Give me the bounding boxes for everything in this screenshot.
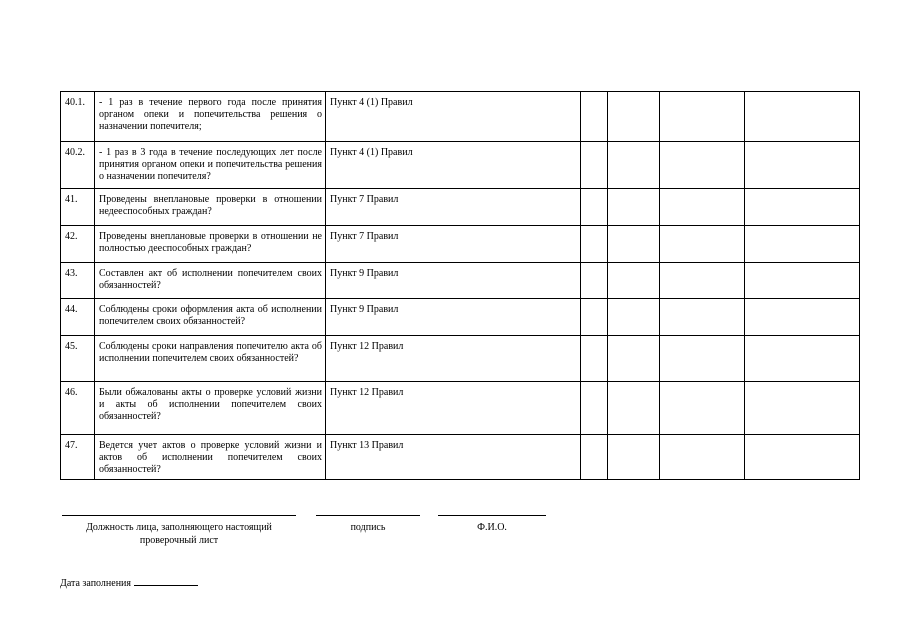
name-signature-line xyxy=(438,515,546,516)
fill-date xyxy=(60,576,198,590)
table-row xyxy=(61,435,860,480)
answer-note-cell[interactable] xyxy=(745,382,860,435)
row-reference: Пункт 12 Правил xyxy=(326,336,581,382)
answer-yes-cell[interactable] xyxy=(581,435,608,480)
answer-na-cell[interactable] xyxy=(660,189,745,226)
answer-no-cell[interactable] xyxy=(608,435,660,480)
answer-na-cell[interactable] xyxy=(660,263,745,299)
answer-na-cell[interactable] xyxy=(660,226,745,263)
row-number: 43. xyxy=(61,263,95,299)
answer-na-cell[interactable] xyxy=(660,299,745,336)
row-reference: Пункт 7 Правил xyxy=(326,189,581,226)
fill-date-label: Дата заполнения xyxy=(60,578,131,589)
answer-yes-cell[interactable] xyxy=(581,299,608,336)
answer-note-cell[interactable] xyxy=(745,263,860,299)
row-number: 46. xyxy=(61,382,95,435)
answer-no-cell[interactable] xyxy=(608,336,660,382)
answer-note-cell[interactable] xyxy=(745,92,860,142)
row-number: 41. xyxy=(61,189,95,226)
row-reference: Пункт 4 (1) Правил xyxy=(326,92,581,142)
answer-no-cell[interactable] xyxy=(608,299,660,336)
row-question: Соблюдены сроки оформления акта об исполнении попечителем своих обязанностей? xyxy=(95,299,326,336)
row-number: 45. xyxy=(61,336,95,382)
answer-note-cell[interactable] xyxy=(745,435,860,480)
answer-yes-cell[interactable] xyxy=(581,92,608,142)
answer-yes-cell[interactable] xyxy=(581,189,608,226)
row-question: Составлен акт об исполнении попечителем своих обязанностей? xyxy=(95,263,326,299)
table-row xyxy=(61,142,860,189)
answer-yes-cell[interactable] xyxy=(581,382,608,435)
answer-note-cell[interactable] xyxy=(745,299,860,336)
table-row xyxy=(61,189,860,226)
position-caption-line1: Должность лица, заполняющего настоящий xyxy=(86,522,272,533)
answer-na-cell[interactable] xyxy=(660,435,745,480)
row-question: - 1 раз в течение первого года после принятия органом опеки и попечительства решения о назначении попечителя; xyxy=(95,92,326,142)
row-reference: Пункт 13 Правил xyxy=(326,435,581,480)
answer-note-cell[interactable] xyxy=(745,226,860,263)
answer-no-cell[interactable] xyxy=(608,263,660,299)
signature-line xyxy=(316,515,420,516)
table-row xyxy=(61,336,860,382)
row-reference: Пункт 7 Правил xyxy=(326,226,581,263)
row-question: Ведется учет актов о проверке условий жизни и актов об исполнении попечителем своих обязанностей? xyxy=(95,435,326,480)
row-number: 44. xyxy=(61,299,95,336)
row-number: 40.2. xyxy=(61,142,95,189)
answer-na-cell[interactable] xyxy=(660,336,745,382)
row-reference: Пункт 12 Правил xyxy=(326,382,581,435)
row-question: Соблюдены сроки направления попечителю акта об исполнении попечителем своих обязанностей? xyxy=(95,336,326,382)
answer-note-cell[interactable] xyxy=(745,189,860,226)
answer-no-cell[interactable] xyxy=(608,142,660,189)
position-caption-line2: проверочный лист xyxy=(139,535,219,546)
name-caption: Ф.И.О. xyxy=(477,522,507,533)
position-caption xyxy=(62,521,296,547)
row-question: Проведены внеплановые проверки в отношении недееспособных граждан? xyxy=(95,189,326,226)
row-number: 47. xyxy=(61,435,95,480)
answer-no-cell[interactable] xyxy=(608,189,660,226)
answer-yes-cell[interactable] xyxy=(581,142,608,189)
answer-note-cell[interactable] xyxy=(745,336,860,382)
row-reference: Пункт 9 Правил xyxy=(326,299,581,336)
row-number: 40.1. xyxy=(61,92,95,142)
table-row xyxy=(61,382,860,435)
answer-na-cell[interactable] xyxy=(660,142,745,189)
table-row xyxy=(61,299,860,336)
table-row xyxy=(61,263,860,299)
row-question: Проведены внеплановые проверки в отношении не полностью дееспособных граждан? xyxy=(95,226,326,263)
table-row xyxy=(61,226,860,263)
row-question: - 1 раз в 3 года в течение последующих лет после принятия органом опеки и попечительства решения о назначении попечителя? xyxy=(95,142,326,189)
position-signature-line xyxy=(62,515,296,516)
signature-caption: подпись xyxy=(350,522,386,533)
answer-no-cell[interactable] xyxy=(608,92,660,142)
row-number: 42. xyxy=(61,226,95,263)
checklist-table xyxy=(60,91,860,480)
table-row xyxy=(61,92,860,142)
answer-na-cell[interactable] xyxy=(660,92,745,142)
row-question: Были обжалованы акты о проверке условий жизни и акты об исполнении попечителем своих обязанностей? xyxy=(95,382,326,435)
answer-no-cell[interactable] xyxy=(608,226,660,263)
answer-yes-cell[interactable] xyxy=(581,263,608,299)
fill-date-blank[interactable] xyxy=(134,576,198,586)
row-reference: Пункт 4 (1) Правил xyxy=(326,142,581,189)
answer-yes-cell[interactable] xyxy=(581,226,608,263)
answer-yes-cell[interactable] xyxy=(581,336,608,382)
answer-note-cell[interactable] xyxy=(745,142,860,189)
answer-no-cell[interactable] xyxy=(608,382,660,435)
row-reference: Пункт 9 Правил xyxy=(326,263,581,299)
answer-na-cell[interactable] xyxy=(660,382,745,435)
checklist-rows xyxy=(61,92,860,480)
